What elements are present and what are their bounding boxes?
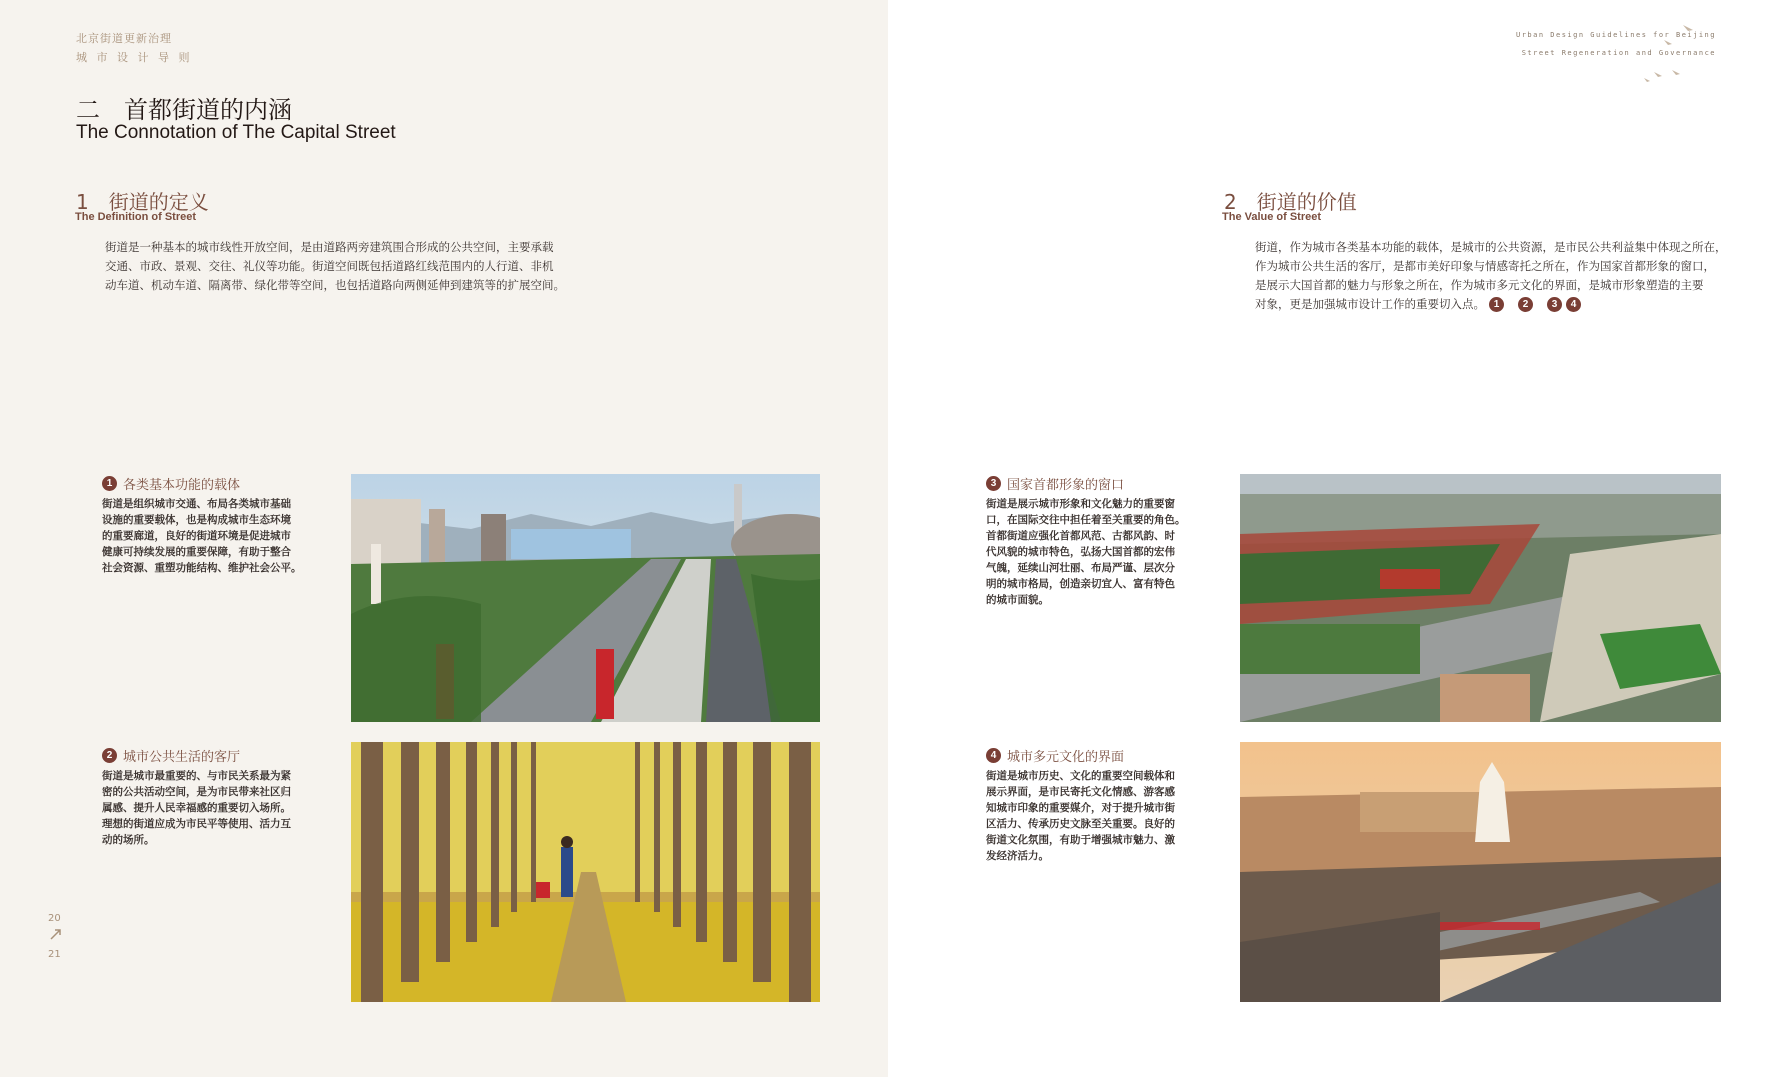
header-title-cn: 北京街道更新治理 [76, 32, 172, 45]
item-line: 健康可持续发展的重要保障，有助于整合 [102, 546, 291, 558]
item3-title [986, 474, 1124, 493]
value-badge-4: 4 [1566, 297, 1581, 312]
item-line: 口，在国际交往中担任着至关重要的角色。 [986, 514, 1186, 526]
item4-title-text: 城市多元文化的界面 [1007, 750, 1125, 765]
photo-ginkgo-avenue [351, 742, 820, 1002]
item4-number-badge: 4 [986, 748, 1001, 763]
item-line: 气魄，延续山河壮丽、布局严谨、层次分 [986, 562, 1175, 574]
value-badge-1: 1 [1489, 297, 1504, 312]
item1-title-text: 各类基本功能的载体 [123, 478, 241, 493]
right-page [888, 0, 1776, 1077]
item2-title-text: 城市公共生活的客厅 [123, 750, 241, 765]
paragraph-line: 动车道、机动车道、隔离带、绿化带等空间，也包括道路向两侧延伸到建筑等的扩展空间。 [105, 278, 565, 292]
section1-paragraph [105, 238, 625, 295]
item-line: 街道是展示城市形象和文化魅力的重要窗 [986, 498, 1175, 510]
item-line: 设施的重要载体，也是构成城市生态环境 [102, 514, 291, 526]
section1-title-en: The Definition of Street [75, 211, 196, 223]
paragraph-last-line [1255, 295, 1735, 314]
item-line: 属感、提升人民幸福感的重要切入场所。 [102, 802, 291, 814]
item-line: 首都街道应强化首都风范、古都风韵、时 [986, 530, 1175, 542]
paragraph-line: 交通、市政、景观、交往、礼仪等功能。街道空间既包括道路红线范围内的人行道、非机 [105, 259, 554, 273]
item-line: 的重要廊道，良好的街道环境是促进城市 [102, 530, 291, 542]
item-line: 代风貌的城市特色，弘扬大国首都的宏伟 [986, 546, 1175, 558]
item-line: 知城市印象的重要媒介，对于提升城市街 [986, 802, 1175, 814]
item-line: 街道是组织城市交通、布局各类城市基础 [102, 498, 291, 510]
page-number-left: 20 [48, 913, 61, 924]
value-badge-2: 2 [1518, 297, 1533, 312]
birds-icon [1588, 22, 1708, 86]
item3-number-badge: 3 [986, 476, 1001, 491]
item-line: 密的公共活动空间，是为市民带来社区归 [102, 786, 291, 798]
chapter-title-en: The Connotation of The Capital Street [76, 122, 396, 143]
header-line: Urban Design Guidelines for Beijing [1515, 31, 1716, 39]
photo-white-dagoba-dusk [1240, 742, 1721, 1002]
item-line: 动的场所。 [102, 834, 155, 846]
item3-title-text: 国家首都形象的窗口 [1007, 478, 1125, 493]
item-line: 理想的街道应成为市民平等使用、活力互 [102, 818, 291, 830]
photo-tiananmen-aerial [1240, 474, 1721, 722]
page-number-right: 21 [48, 949, 61, 960]
item-line: 社会资源、重塑功能结构、维护社会公平。 [102, 562, 302, 574]
paragraph-line: 街道是一种基本的城市线性开放空间，是由道路两旁建筑围合形成的公共空间，主要承载 [105, 240, 554, 254]
section2-title-cn: 2 街道的价值 [1224, 190, 1357, 214]
item-line: 发经济活力。 [986, 850, 1049, 862]
header-subtitle-cn: 城 市 设 计 导 则 [76, 51, 193, 64]
item4-title [986, 746, 1124, 765]
item-line: 明的城市格局，创造亲切宜人、富有特色 [986, 578, 1175, 590]
paragraph-line: 街道，作为城市各类基本功能的载体，是城市的公共资源，是市民公共利益集中体现之所在， [1255, 240, 1727, 254]
item-line: 的城市面貌。 [986, 594, 1049, 606]
paragraph-line: 是展示大国首都的魅力与形象之所在，作为城市多元文化的界面，是城市形象塑造的主要 [1255, 278, 1704, 292]
item1-number-badge: 1 [102, 476, 117, 491]
item-line: 区活力、传承历史文脉至关重要。良好的 [986, 818, 1175, 830]
item1-title [102, 474, 240, 493]
chapter-title-cn: 二 首都街道的内涵 [76, 96, 292, 124]
item2-number-badge: 2 [102, 748, 117, 763]
item-line: 街道是城市历史、文化的重要空间载体和 [986, 770, 1175, 782]
item2-title [102, 746, 240, 765]
section2-paragraph [1255, 238, 1735, 314]
section1-title-cn: 1 街道的定义 [76, 190, 209, 214]
section2-title-en: The Value of Street [1222, 211, 1322, 223]
paragraph-line: 作为城市公共生活的客厅，是都市美好印象与情感寄托之所在，作为国家首都形象的窗口， [1255, 259, 1715, 273]
item4-text [986, 768, 1186, 864]
paragraph-line: 对象，更是加强城市设计工作的重要切入点。 [1255, 297, 1485, 311]
item-line: 街道是城市最重要的、与市民关系最为紧 [102, 770, 291, 782]
item-line: 展示界面，是市民寄托文化情感、游客感 [986, 786, 1175, 798]
item-line: 街道文化氛围，有助于增强城市魅力、激 [986, 834, 1175, 846]
item3-text [986, 496, 1186, 608]
item2-text [102, 768, 302, 848]
arrow-icon [50, 928, 62, 947]
value-badge-3: 3 [1547, 297, 1562, 312]
item1-text [102, 496, 302, 576]
photo-olympic-avenue [351, 474, 820, 722]
header-line: Street Regeneration and Governance [1521, 49, 1716, 57]
